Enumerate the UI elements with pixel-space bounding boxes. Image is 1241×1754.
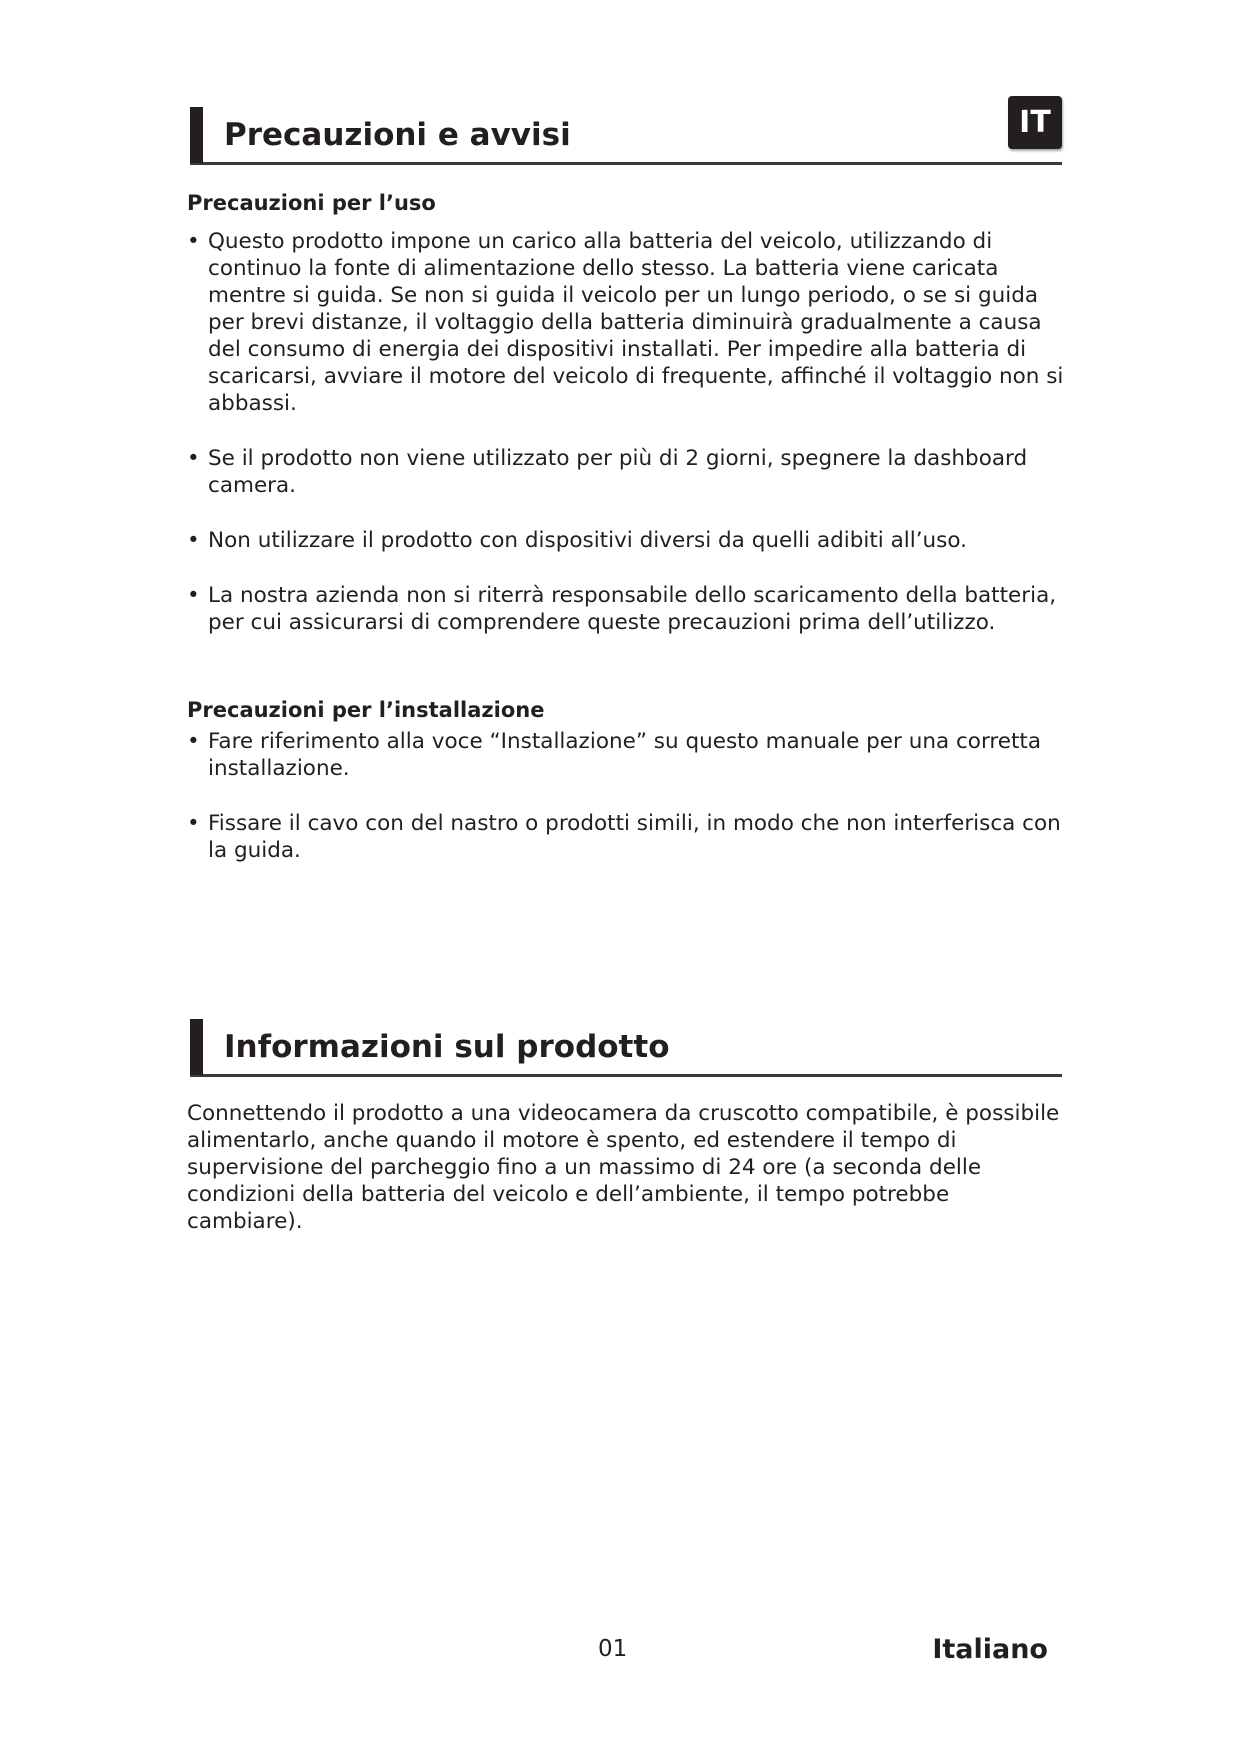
bullet-icon: • — [187, 811, 200, 836]
installation-precautions-list — [187, 728, 1067, 864]
list-item-text: Questo prodotto impone un carico alla batteria del veicolo, utilizzando di continuo la fonte di alimentazione dello stesso. La batteria viene caricata mentre si guida. Se non si guida il veicolo per un lungo periodo, o se si guida per brevi distanze, il voltaggio della batteria diminuirà gradualmente a causa del consumo di energia dei dispositivi installati. Per impedire alla batteria di scaricarsi, avviare il motore del veicolo di frequente, affinché il voltaggio non si abbassi. — [208, 229, 1064, 416]
page-number: 01 — [598, 1636, 628, 1662]
list-item-text: Se il prodotto non viene utilizzato per più di 2 giorni, spegnere la dashboard camera. — [208, 446, 1028, 498]
bullet-icon: • — [187, 446, 200, 471]
list-item — [187, 445, 1067, 499]
language-badge: IT — [1008, 96, 1062, 149]
list-item — [187, 582, 1067, 636]
bullet-icon: • — [187, 229, 200, 254]
section-header-product-info — [190, 1019, 1062, 1077]
list-item — [187, 810, 1067, 864]
footer-language-label: Italiano — [932, 1634, 1048, 1665]
section-title: Informazioni sul prodotto — [224, 1029, 670, 1065]
list-item — [187, 228, 1067, 417]
product-info-paragraph: Connettendo il prodotto a una videocamera da cruscotto compatibile, è possibile alimentarlo, anche quando il motore è spento, ed estendere il tempo di supervisione del parcheggio fino a un massimo di 24 ore (a seconda delle condizioni della batteria del veicolo e dell’ambiente, il tempo potrebbe cambiare). — [187, 1101, 1060, 1234]
section-title: Precauzioni e avvisi — [224, 117, 571, 153]
usage-precautions-heading: Precauzioni per l’uso — [187, 191, 436, 215]
list-item-text: La nostra azienda non si riterrà responsabile dello scaricamento della batteria, per cui assicurarsi di comprendere queste precauzioni prima dell’utilizzo. — [208, 583, 1057, 635]
section-marker-bar — [190, 1019, 203, 1075]
bullet-icon: • — [187, 528, 200, 553]
section-header-precautions — [190, 107, 1062, 165]
list-item-text: Fare riferimento alla voce “Installazione” su questo manuale per una corretta installazione. — [208, 729, 1042, 781]
list-item — [187, 728, 1067, 782]
bullet-icon: • — [187, 729, 200, 754]
list-item — [187, 527, 1067, 554]
list-item-text: Non utilizzare il prodotto con dispositivi diversi da quelli adibiti all’uso. — [208, 528, 967, 553]
section-marker-bar — [190, 107, 203, 163]
bullet-icon: • — [187, 583, 200, 608]
list-item-text: Fissare il cavo con del nastro o prodotti simili, in modo che non interferisca con la guida. — [208, 811, 1061, 863]
installation-precautions-heading: Precauzioni per l’installazione — [187, 698, 545, 722]
usage-precautions-list — [187, 228, 1067, 636]
